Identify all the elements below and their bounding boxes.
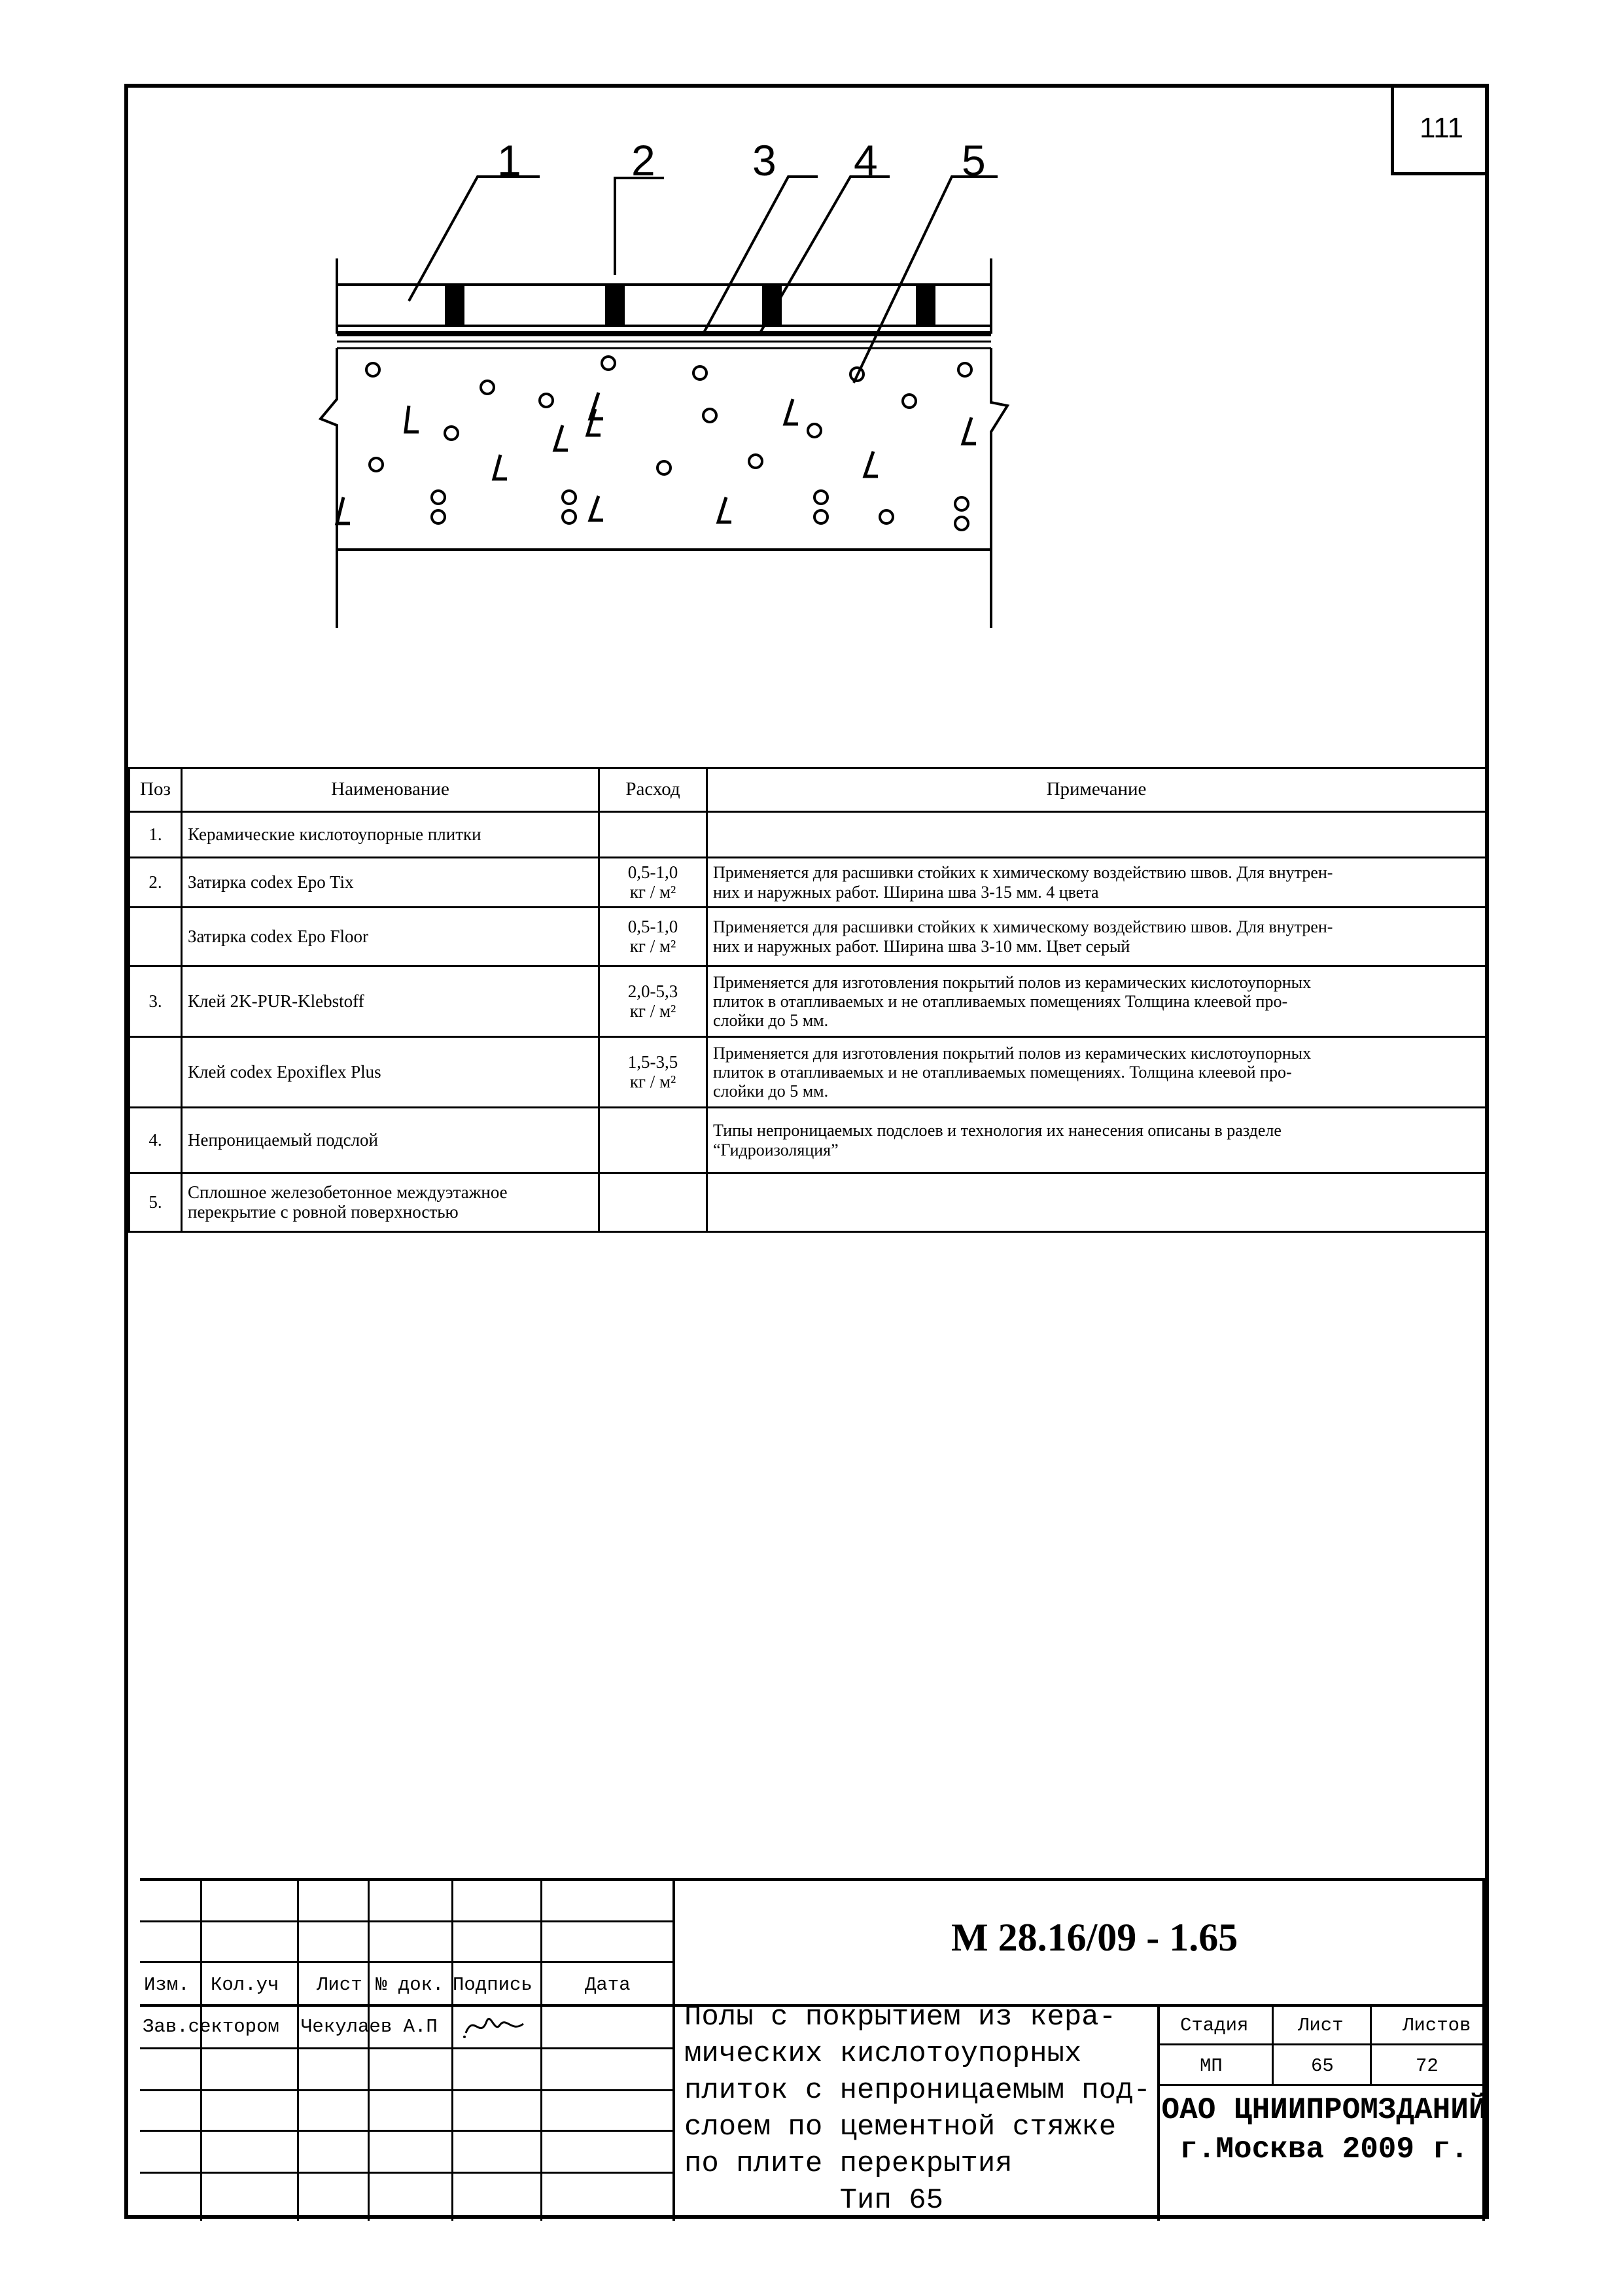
row-consumption [599,1108,707,1173]
callout-3: 3 [752,136,777,185]
row-pos: 4. [130,1108,182,1173]
row-pos [130,1037,182,1108]
header-doc-number: № док. [375,1974,444,1996]
callout-2: 2 [631,136,655,185]
sheet-value: 65 [1311,2055,1334,2077]
drawing-title: Полы с покрытием из кера- мических кислотоупорных плиток с непроницаемым под- слоем по цементной стяжке по плите перекрытия Тип 65 [684,2001,1151,2217]
sheet-number: 111 [1391,84,1489,175]
table-row [130,1108,1486,1173]
row-note: Применяется для изготовления покрытий полов из керамических кислотоупорных плиток в отапливаемых и не отапливаемых помещениях Толщина клеевой про- слойки до 5 мм. [707,966,1486,1037]
row-consumption: 1,5-3,5 кг / м² [599,1037,707,1108]
row-pos [130,908,182,966]
organization-city-year: г.Москва 2009 г. [1179,2132,1469,2166]
header-name: Наименование [182,768,599,812]
table-row [130,812,1486,858]
row-name: Затирка codex Epo Tix [182,858,599,908]
sheet-label: Лист [1298,2015,1344,2036]
person-name: Чекулаев А.П [301,2016,438,2038]
floor-section-drawing [301,118,1073,628]
row-pos: 2. [130,858,182,908]
sheets-value: 72 [1416,2055,1439,2077]
row-note: Применяется для расшивки стойких к химическому воздействию швов. Для внутрен- них и наружных работ. Ширина шва 3-10 мм. Цвет серый [707,908,1486,966]
row-note: Типы непроницаемых подслоев и технология их нанесения описаны в разделе “Гидроизоляция” [707,1108,1486,1173]
table-row [130,908,1486,966]
table-row [130,1173,1486,1232]
specification-table [128,767,1487,1233]
row-consumption: 2,0-5,3 кг / м² [599,966,707,1037]
header-consumption: Расход [599,768,707,812]
header-sheet: Лист [317,1974,362,1996]
row-consumption: 0,5-1,0 кг / м² [599,858,707,908]
row-consumption [599,1173,707,1232]
document-code: М 28.16/09 - 1.65 [951,1916,1238,1959]
table-header-row [130,768,1486,812]
row-note [707,1173,1486,1232]
callout-4: 4 [854,136,878,185]
header-change: Изм. [144,1974,190,1996]
row-pos: 5. [130,1173,182,1232]
header-note: Примечание [707,768,1486,812]
table-row [130,858,1486,908]
row-pos: 3. [130,966,182,1037]
stage-value: МП [1200,2055,1223,2077]
header-count: Кол.уч [211,1974,279,1996]
row-note [707,812,1486,858]
callout-1: 1 [497,136,521,185]
role-label: Зав.сектором [143,2016,279,2038]
row-name: Керамические кислотоупорные плитки [182,812,599,858]
signature [461,2007,532,2046]
header-pos: Поз [130,768,182,812]
header-signature: Подпись [453,1974,532,1996]
row-consumption [599,812,707,858]
row-name: Затирка codex Epo Floor [182,908,599,966]
sheets-label: Листов [1403,2015,1471,2036]
row-note: Применяется для изготовления покрытий полов из керамических кислотоупорных плиток в отапливаемых и не отапливаемых помещениях. Толщина клеевой про- слойки до 5 мм. [707,1037,1486,1108]
row-name: Сплошное железобетонное междуэтажное перекрытие с ровной поверхностью [182,1173,599,1232]
table-row [130,966,1486,1037]
organization-name: ОАО ЦНИИПРОМЗДАНИЙ [1161,2093,1487,2127]
title-block [140,1878,1485,2221]
row-consumption: 0,5-1,0 кг / м² [599,908,707,966]
row-name: Непроницаемый подслой [182,1108,599,1173]
row-name: Клей 2K-PUR-Klebstoff [182,966,599,1037]
row-name: Клей codex Epoxiflex Plus [182,1037,599,1108]
row-pos: 1. [130,812,182,858]
row-note: Применяется для расшивки стойких к химическому воздействию швов. Для внутрен- них и наружных работ. Ширина шва 3-15 мм. 4 цвета [707,858,1486,908]
header-date: Дата [585,1974,631,1996]
stage-label: Стадия [1180,2015,1249,2036]
callout-5: 5 [962,136,986,185]
table-row [130,1037,1486,1108]
